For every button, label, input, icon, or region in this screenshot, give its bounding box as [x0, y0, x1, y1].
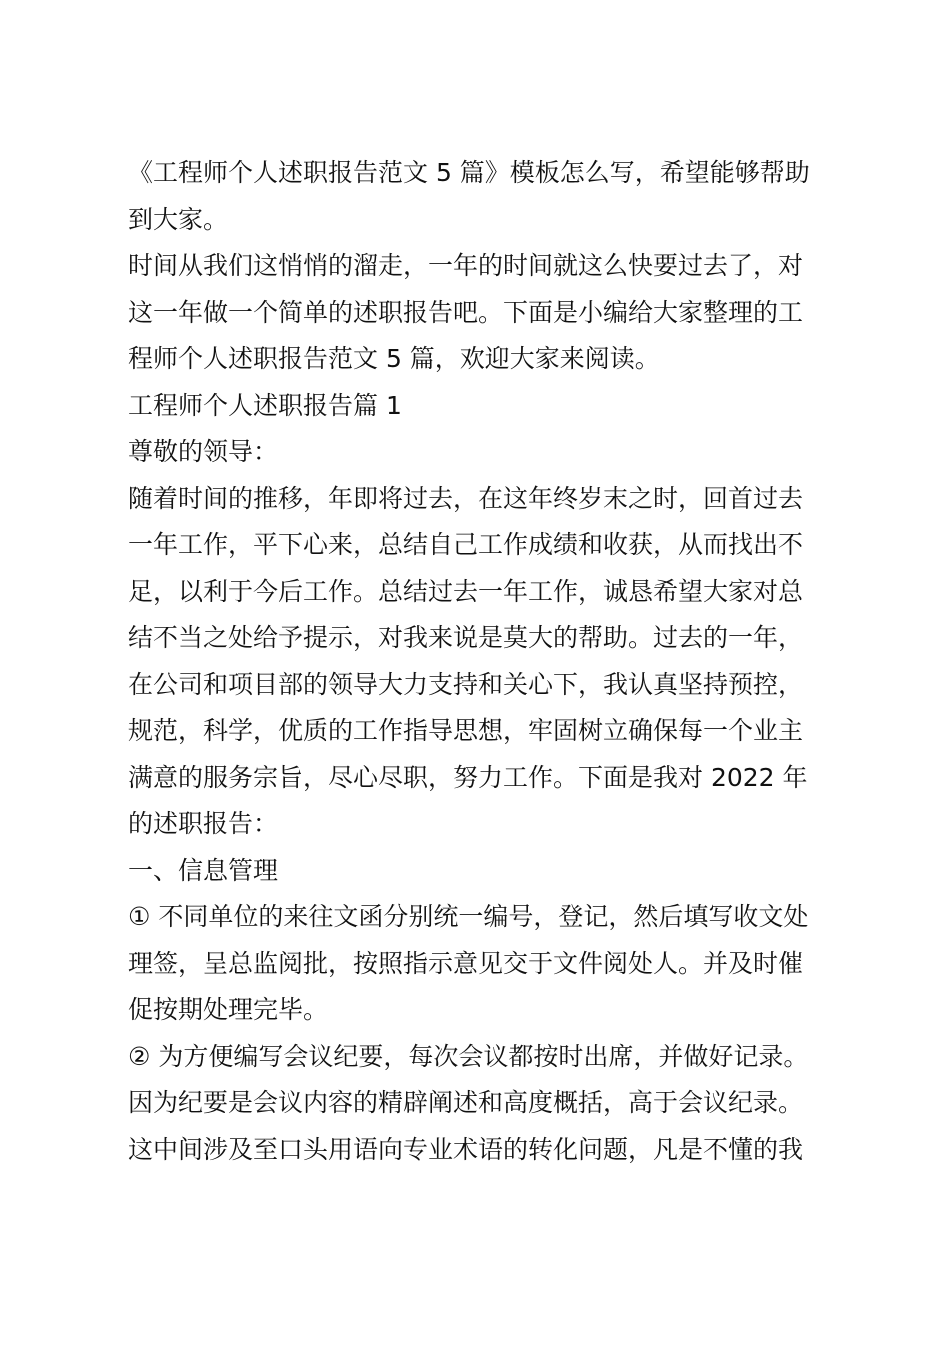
- text-line: 的述职报告：: [128, 809, 279, 838]
- text-line: 这中间涉及至口头用语向专业术语的转化问题，凡是不懂的我: [128, 1134, 804, 1164]
- text-line: 结不当之处给予提示，对我来说是莫大的帮助。过去的一年，: [128, 623, 804, 652]
- body-paragraph: [128, 476, 828, 848]
- text-line: 到大家。: [128, 204, 229, 234]
- preface-paragraph: [128, 243, 828, 383]
- intro-paragraph: [128, 150, 828, 243]
- text-line: 工程师个人述职报告篇 1: [128, 390, 402, 420]
- text-line: 促按期处理完毕。: [128, 995, 329, 1024]
- text-line: ② 为方便编写会议纪要，每次会议都按时出席，并做好记录。: [128, 1041, 809, 1071]
- text-line: 足，以利于今后工作。总结过去一年工作，诚恳希望大家对总: [128, 576, 804, 606]
- text-line: 这一年做一个简单的述职报告吧。下面是小编给大家整理的工: [128, 297, 804, 327]
- text-line: 随着时间的推移，年即将过去，在这年终岁末之时，回首过去: [128, 483, 804, 513]
- text-line: 一年工作，平下心来，总结自己工作成绩和收获，从而找出不: [128, 530, 804, 559]
- article-title: [128, 383, 828, 430]
- list-item: [128, 894, 828, 1034]
- text-line: 程师个人述职报告范文 5 篇，欢迎大家来阅读。: [128, 344, 660, 373]
- text-line: ① 不同单位的来往文函分别统一编号，登记，然后填写收文处: [128, 902, 809, 931]
- text-line: 时间从我们这悄悄的溜走，一年的时间就这么快要过去了，对: [128, 251, 804, 280]
- document-body: [128, 150, 828, 1173]
- text-line: 《工程师个人述职报告范文 5 篇》模板怎么写，希望能够帮助: [128, 158, 810, 187]
- text-line: 规范，科学，优质的工作指导思想，牢固树立确保每一个业主: [128, 716, 804, 745]
- text-line: 理签，呈总监阅批，按照指示意见交于文件阅处人。并及时催: [128, 948, 804, 978]
- salutation: [128, 429, 828, 476]
- text-line: 满意的服务宗旨，尽心尽职，努力工作。下面是我对 2022 年: [128, 762, 808, 792]
- text-line: 尊敬的领导：: [128, 437, 279, 466]
- text-line: 在公司和项目部的领导大力支持和关心下，我认真坚持预控，: [128, 669, 804, 699]
- list-item: [128, 1034, 828, 1174]
- section-heading: [128, 848, 828, 895]
- text-line: 一、信息管理: [128, 855, 279, 885]
- text-line: 因为纪要是会议内容的精辟阐述和高度概括，高于会议纪录。: [128, 1088, 804, 1117]
